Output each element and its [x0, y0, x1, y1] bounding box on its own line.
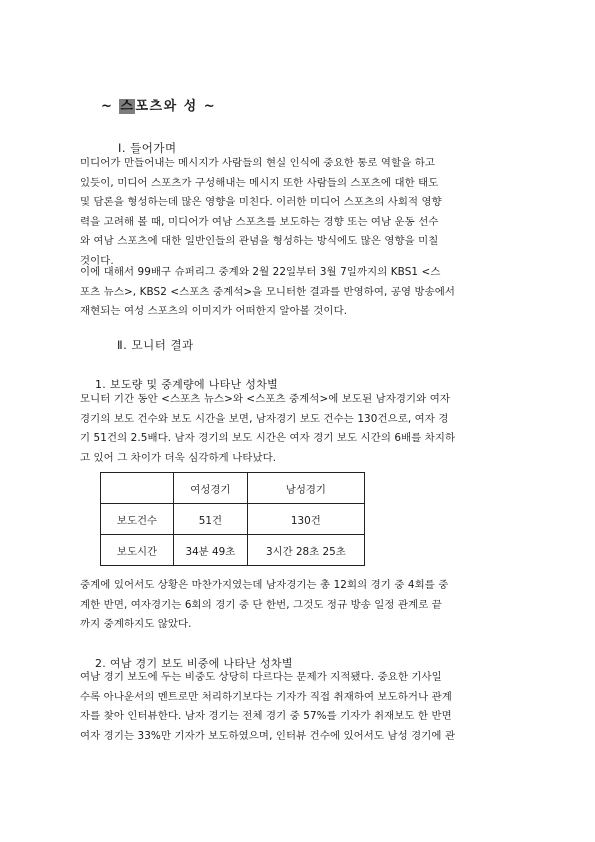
- table-cell: 3시간 28초 25초: [247, 535, 364, 566]
- table-cell: 보도건수: [101, 504, 174, 535]
- text-line: 여남 경기 보도에 두는 비중도 상당히 다르다는 문제가 지적됐다. 중요한 기사일: [80, 671, 442, 683]
- subsection-heading-1: 1. 보도량 및 중계량에 나타난 성차별: [95, 378, 279, 391]
- table-header-cell: [101, 473, 174, 504]
- text-line: 계한 반면, 여자경기는 6회의 경기 중 단 한번, 그것도 정규 방송 일정 관계로 끝: [80, 598, 442, 611]
- intro-paragraph-1: [80, 154, 516, 272]
- table-row: [101, 504, 365, 535]
- text-line: 와 여남 스포츠에 대한 일반인들의 관념을 형성하는 방식에도 많은 영향을 미칠: [80, 235, 439, 248]
- table-cell: 51건: [174, 504, 248, 535]
- table-cell: 34분 49초: [174, 535, 248, 566]
- results-paragraph-2: [80, 576, 516, 635]
- text-line: 기 51건의 2.5배다. 남자 경기의 보도 시간은 여자 경기 보도 시간의 6배를 차지하: [80, 432, 456, 445]
- coverage-table: [100, 472, 365, 566]
- title-prefix: ~: [101, 99, 120, 114]
- text-line: 모니터 기간 동안 <스포츠 뉴스>와 <스포츠 중계석>에 보도된 남자경기와 여자: [80, 393, 450, 405]
- text-line: 여자 경기는 33%만 기자가 보도하였으며, 인터뷰 건수에 있어서도 남성 경기에 관: [80, 729, 456, 742]
- section-heading-intro: Ⅰ. 들어가며: [118, 141, 177, 155]
- text-line: 수록 아나운서의 멘트로만 처리하기보다는 기자가 직접 취재하여 보도하거나 관계: [80, 690, 452, 703]
- text-line: 재현되는 여성 스포츠의 이미지가 어떠한지 알아볼 것이다.: [80, 305, 348, 318]
- intro-paragraph-2: [80, 263, 516, 322]
- title-highlight: 스: [120, 99, 135, 114]
- text-line: 까지 중계하지도 않았다.: [80, 618, 192, 631]
- results-paragraph-1: [80, 390, 516, 468]
- table-cell: 보도시간: [101, 535, 174, 566]
- page-title: [101, 95, 216, 114]
- section-heading-results: Ⅱ. 모니터 결과: [117, 338, 194, 352]
- table-header-row: [101, 473, 365, 504]
- text-line: 력을 고려해 볼 때, 미디어가 여남 스포츠를 보도하는 경향 또는 여남 운동 선수: [80, 215, 439, 228]
- text-line: 있듯이, 미디어 스포츠가 구성해내는 메시지 또한 사람들의 스포츠에 대한 태도: [80, 176, 439, 189]
- text-line: 자를 찾아 인터뷰한다. 남자 경기는 전체 경기 중 57%를 기자가 취재보도 한 반면: [80, 710, 452, 723]
- text-line: 것이다.: [80, 254, 114, 267]
- text-line: 경기의 보도 건수와 보도 시간을 보면, 남자경기 보도 건수는 130건으로, 여자 경: [80, 412, 449, 425]
- subsection-heading-2: 2. 여남 경기 보도 비중에 나타난 성차별: [95, 657, 293, 670]
- table-header-cell: 남성경기: [247, 473, 364, 504]
- text-line: 포츠 뉴스>, KBS2 <스포츠 중계석>을 모니터한 결과를 반영하여, 공영 방송에서: [80, 285, 456, 298]
- table-cell: 130건: [247, 504, 364, 535]
- table-header-cell: 여성경기: [174, 473, 248, 504]
- text-line: 미디어가 만들어내는 메시지가 사람들의 현실 인식에 중요한 통로 역할을 하고: [80, 157, 436, 169]
- text-line: 고 있어 그 차이가 더욱 심각하게 나타났다.: [80, 451, 277, 464]
- text-line: 중계에 있어서도 상황은 마찬가지였는데 남자경기는 총 12회의 경기 중 4회를 중: [80, 579, 449, 591]
- results-paragraph-3: [80, 668, 516, 746]
- table-row: [101, 535, 365, 566]
- title-rest: 포츠와 성 ~: [135, 99, 217, 114]
- text-line: 이에 대해서 99배구 슈퍼리그 중계와 2월 22일부터 3월 7일까지의 KBS1 <스: [80, 266, 441, 278]
- text-line: 및 담론을 형성하는데 많은 영향을 미친다. 이러한 미디어 스포츠의 사회적 영향: [80, 196, 442, 209]
